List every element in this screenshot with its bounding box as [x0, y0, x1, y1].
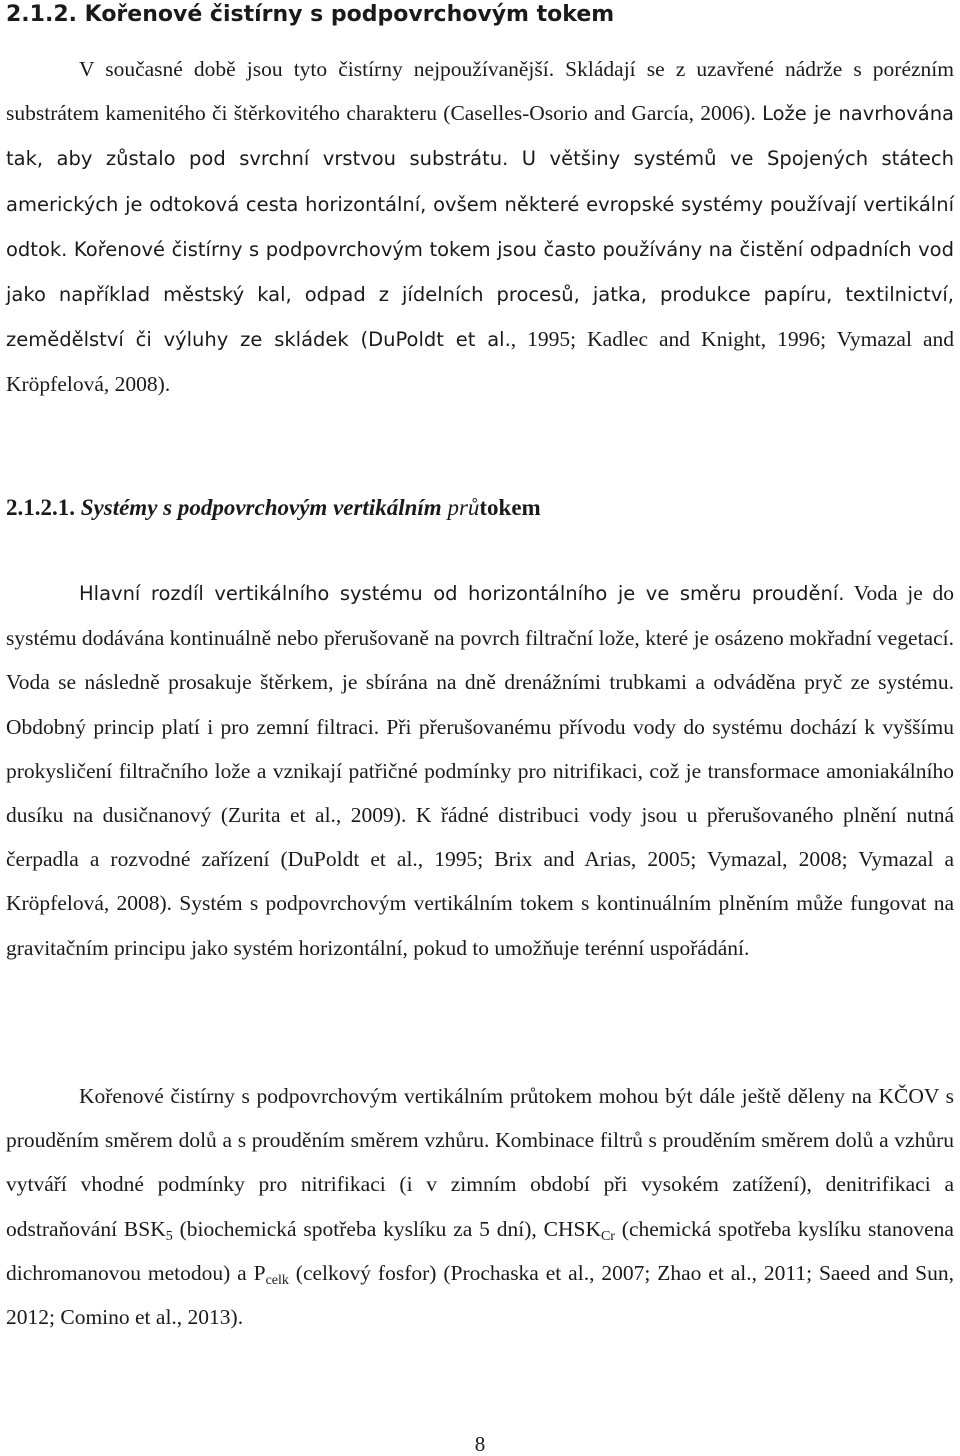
paragraph-3: [6, 1074, 954, 1339]
subscript-bsk: 5: [165, 1228, 173, 1244]
paragraph-1-text-b: Lože je navrhována tak, aby zůstalo pod svrchní vrstvou substrátu. U většiny systémů ve Spojených státech amerických je odtoková cesta horizontální, ovšem některé evropské systémy používají vertikální odtok. Kořenové čistírny s podpovrchovým tokem jsou často používány na čistění odpadních vod jako například městský kal, odpad z jídelních procesů, jatka, produkce papíru, textilnictví, zemědělství či výluhy ze skládek (DuPoldt et al.: [6, 102, 954, 352]
paragraph-2-text-a: Hlavní rozdíl vertikálního systému od horizontálního je ve směru proudění.: [79, 582, 845, 605]
paragraph-1-text-c: , 1995; Kadlec and Knight, 1996; Vymazal and Kröpfelová, 2008).: [6, 327, 954, 397]
paragraph-3-text-b: (biochemická spotřeba kyslíku za 5 dní), CHSK: [172, 1216, 601, 1241]
paragraph-2-text-b: Voda je do systému dodávána kontinuálně nebo přerušovaně na povrch filtrační lože, které je osázeno mokřadní vegetací. Voda se následně prosakuje štěrkem, je sbírána na dně drenážními trubkami a odváděna pryč ze systému. Obdobný princip platí i pro zemní filtraci. Při přerušovanému přívodu vody do systému dochází k vyššímu prokysličení filtračního lože a vznikají patřičné podmínky pro nitrifikaci, což je transformace amoniakálního dusíku na dusičnanový (Zurita et al., 2009). K řádné distribuci vody jsou u přerušovaného plnění nutná čerpadla a rozvodné zařízení (DuPoldt et al., 1995; Brix and Arias, 2005; Vymazal, 2008; Vymazal a Kröpfelová, 2008). Systém s podpovrchovým vertikálním tokem s kontinuálním plněním může fungovat na gravitačním principu jako systém horizontální, pokud to umožňuje terénní uspořádání.: [6, 581, 954, 960]
paragraph-3-text-d: (celkový fosfor) (Prochaska et al., 2007; Zhao et al., 2011; Saeed and Sun, 2012; Comino et al., 2013).: [6, 1260, 954, 1330]
subsection-title-tail: tokem: [479, 495, 541, 520]
page-number: 8: [474, 1432, 486, 1456]
subscript-p: celk: [265, 1272, 289, 1288]
subsection-title-italic: Systémy s podpovrchovým vertikálním: [80, 495, 448, 520]
paragraph-3-text-c: (chemická spotřeba kyslíku stanovena dichromanovou metodou) a P: [6, 1216, 954, 1285]
paragraph-3-text-a: Kořenové čistírny s podpovrchovým vertikálním průtokem mohou být dále ještě děleny na KČOV s prouděním směrem dolů a s prouděním směrem vzhůru. Kombinace filtrů s prouděním směrem dolů a vzhůru vytváří vhodné podmínky pro nitrifikaci (i v zimním období při vysokém zatížení), denitrifikaci a odstraňování BSK: [6, 1084, 954, 1241]
paragraph-1-text-a: V současné době jsou tyto čistírny nejpoužívanější. Skládají se z uzavřené nádrže s porézním substrátem kamenitého či štěrkovitého charakteru (Caselles-Osorio and García, 2006).: [6, 57, 954, 126]
subscript-chsk: Cr: [600, 1228, 615, 1244]
paragraph-1: [6, 47, 954, 407]
subsection-title-italic-plain: prů: [447, 495, 480, 520]
subsection-number: 2.1.2.1.: [6, 495, 81, 520]
section-heading: 2.1.2. Kořenové čistírny s podpovrchovým tokem: [6, 2, 615, 27]
subsection-heading: [6, 492, 541, 524]
paragraph-2: [6, 571, 954, 970]
